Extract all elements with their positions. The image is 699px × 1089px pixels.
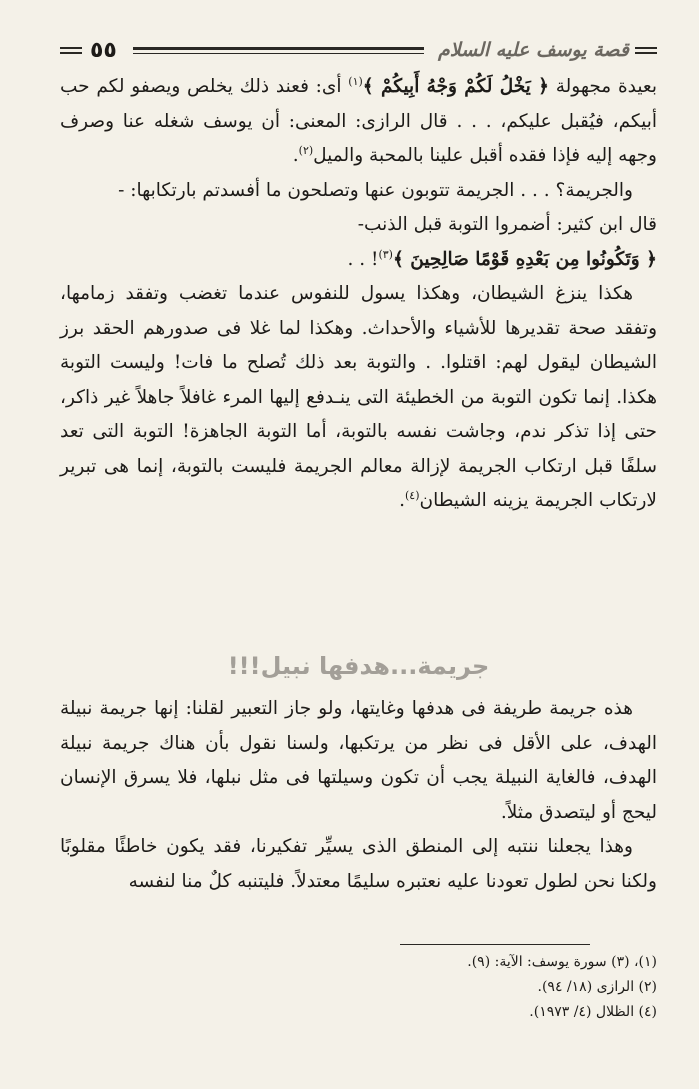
paragraph: قال ابن كثير: أضمروا التوبة قبل الذنب-	[357, 214, 657, 235]
text-span: .	[292, 145, 299, 166]
footnote-divider	[400, 944, 590, 945]
paragraph	[60, 70, 657, 174]
footnotes	[60, 950, 657, 1025]
page-number: ٥٥	[90, 37, 117, 63]
footnote-ref: (٤)	[404, 488, 420, 502]
text-span: هكذا ينزغ الشيطان، وهكذا يسول للنفوس عندما تغضب وتفقد زمامها، وتفقد صحة تقديرها للأشياء والأحداث. وهكذا لما غلا فى صدورهم الحقد برز الشيطان ليقول لهم: اقتلوا. . والتوبة بعد ذلك تُصلح ما فات! وليست التوبة هكذا. إنما تكون التوبة من الخطيئة التى ينـدفع إليها المرء غافلاً جاهلاً غير ذاكر، حتى إذا تذكر ندم، وجاشت نفسه بالتوبة، أما التوبة الجاهزة! التوبة التى تعد سلفًا قبل ارتكاب الجريمة لإزالة معالم الجريمة فليست بالتوبة، إنما هى تبرير لارتكاب الجريمة يزينه الشيطان	[60, 283, 657, 511]
text-span: بعيدة مجهولة	[548, 76, 658, 97]
header-rule	[133, 47, 424, 54]
paragraph	[60, 243, 657, 278]
footnote-ref: (٣)	[378, 247, 393, 261]
footnote: (٤) الظلال (٤/ ١٩٧٣).	[529, 1004, 657, 1020]
body-text-bottom	[60, 692, 657, 899]
quran-verse: ﴿ وَتَكُونُوا مِن بَعْدِهِ قَوْمًا صَالِحِينَ ﴾	[392, 248, 657, 270]
text-span: أى: فعند ذلك يخلص ويصفو لكم حب أبيكم، فيُقبل عليكم، . . . قال الرازى: المعنى: أن يوسف شغله عنا وصرف وجهه إليه فإذا فقده أقبل علينا بالمحبة والميل	[60, 76, 657, 166]
text-span: .	[399, 490, 405, 511]
section-heading: جريمة...هدفها نبيل!!!	[227, 652, 490, 680]
running-title: قصة يوسف عليه السلام	[438, 39, 629, 61]
paragraph: وهذا يجعلنا ننتبه إلى المنطق الذى يسيِّر تفكيرنا، فقد يكون خاطئًا مقلوبًا ولكنا نحن لطول تعودنا عليه نعتبره سليمًا معتدلاً. فليتنبه كلٌ منا لنفسه	[60, 836, 657, 892]
body-text-top	[60, 70, 657, 519]
header-dash-left	[60, 47, 82, 54]
quran-verse: ﴿ يَخْلُ لَكُمْ وَجْهُ أَبِيكُمْ ﴾	[362, 76, 549, 97]
paragraph: والجريمة؟ . . . الجريمة تتوبون عنها وتصلحون ما أفسدتم بارتكابها: -	[118, 179, 633, 201]
page-header	[60, 30, 657, 70]
footnote-ref: (١)	[348, 74, 363, 88]
footnote-ref: (٢)	[298, 143, 314, 157]
header-dash-right	[635, 47, 657, 54]
footnote: (١)، (٣) سورة يوسف: الآية: (٩).	[467, 954, 657, 970]
text-span: ! . .	[347, 248, 379, 270]
paragraph: هذه جريمة طريفة فى هدفها وغايتها، ولو جاز التعبير لقلنا: إنها جريمة نبيلة الهدف، على الأقل فى نظر من يرتكبها، ولسنا نقول بأن هناك جريمة نبيلة الهدف، فالغاية النبيلة يجب أن تكون وسيلتها فى مثل نبلها، فلا يسرق الإنسان ليحج أو ليتصدق مثلاً.	[60, 698, 657, 823]
footnote: (٢) الرازى (١٨/ ٩٤).	[537, 979, 657, 995]
paragraph	[60, 277, 657, 519]
